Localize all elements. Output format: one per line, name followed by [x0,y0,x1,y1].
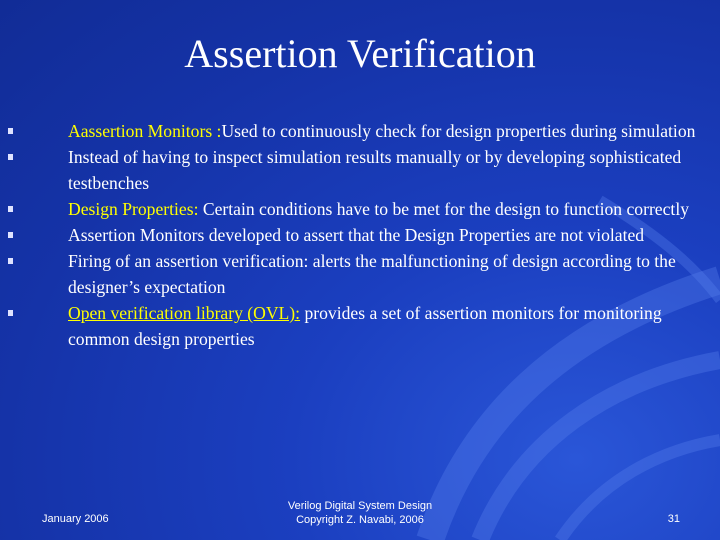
bullet-text: Assertion Monitors developed to assert that the Design Properties are not violated [68,225,645,245]
bullet-item [68,300,698,352]
bullet-item [68,248,698,300]
bullet-square-icon [8,154,13,160]
bullet-highlight: Open verification library (OVL): [68,303,301,323]
bullet-square-icon [8,206,13,212]
bullet-item [68,196,698,222]
bullet-item [68,118,698,144]
bullet-text: Certain conditions have to be met for the design to function correctly [198,199,689,219]
bullet-square-icon [8,128,13,134]
bullet-list [68,118,698,352]
bullet-highlight: Aassertion Monitors : [68,121,222,141]
bullet-text: provides a set of assertion monitors for monitoring common design properties [68,303,662,349]
footer-copyright [260,499,460,527]
footer-line1: Verilog Digital System Design [287,500,433,512]
bullet-text: Firing of an assertion verification: alerts the malfunctioning of design according to the designer’s expectation [68,251,676,297]
bullet-text: Instead of having to inspect simulation results manually or by developing sophisticated testbenches [68,147,682,193]
bullet-square-icon [8,310,13,316]
slide-title: Assertion Verification [184,31,536,76]
bullet-text: Used to continuously check for design properties during simulation [221,121,696,141]
footer-page-number: 31 [667,513,680,525]
bullet-item [68,144,698,196]
bullet-square-icon [8,232,13,238]
bullet-highlight: Design Properties: [68,199,199,219]
footer-line2: Copyright Z. Navabi, 2006 [296,514,424,526]
footer-date: January 2006 [42,513,109,525]
bullet-item [68,222,698,248]
bullet-square-icon [8,258,13,264]
